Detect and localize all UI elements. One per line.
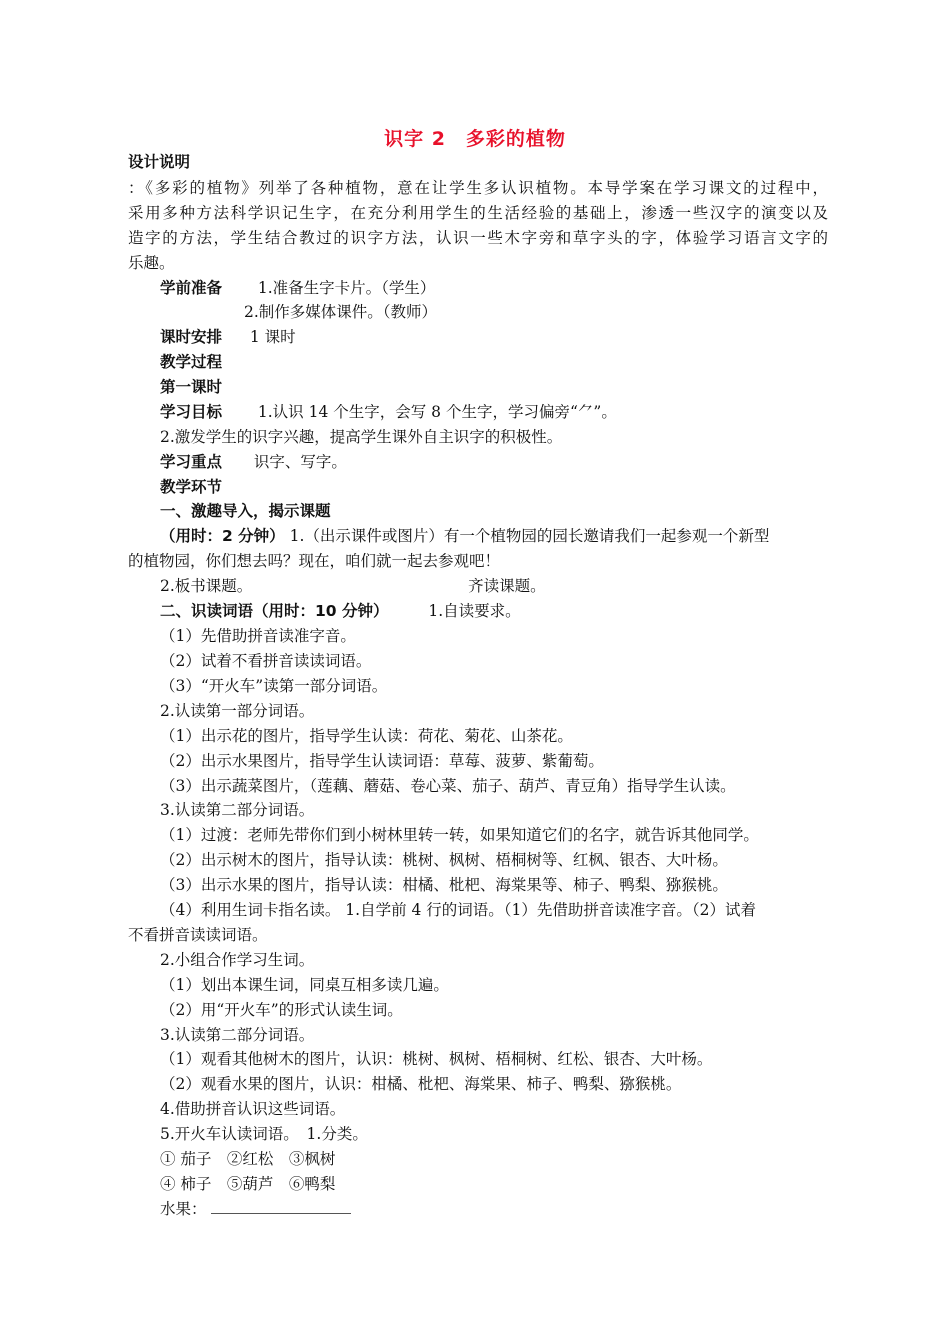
section1-row: [160, 576, 860, 596]
design-note-line: 采用多种方法科学识记生字，在充分利用学生的生活经验的基础上，渗透一些汉字的演变以及: [128, 204, 828, 222]
prep-label: 学前准备: [160, 279, 223, 297]
body-line: （1）先借助拼音读准字音。: [160, 627, 356, 645]
body-line: （3）出示蔬菜图片，（莲藕、蘑菇、卷心菜、茄子、葫芦、青豆角）指导学生认读。: [160, 777, 736, 795]
section1-text: 2.板书课题。: [160, 577, 253, 595]
section1-text: 1.（出示课件或图片）有一个植物园的园长邀请我们一起参观一个新型: [289, 527, 770, 545]
process-heading: 教学过程: [160, 353, 223, 371]
section1-text: 的植物园，你们想去吗？现在，咱们就一起去参观吧！: [128, 552, 501, 570]
body-line: 5.开火车认读词语。 1.分类。: [160, 1125, 368, 1143]
body-line: （2）出示树木的图片，指导认读：桃树、枫树、梧桐树等、红枫、银杏、大叶杨。: [160, 851, 728, 869]
body-line: 不看拼音读读词语。: [128, 926, 268, 944]
design-note-line: 乐趣。: [128, 254, 175, 272]
goals-item: 2.激发学生的识字兴趣，提高学生课外自主识字的积极性。: [160, 428, 563, 446]
lesson-heading: 第一课时: [160, 378, 223, 396]
fill-in-label: 水果：: [160, 1200, 207, 1218]
body-line: （2）出示水果图片，指导学生认读词语：草莓、菠萝、紫葡萄。: [160, 752, 604, 770]
goals-item: 1.认识 14 个生字，会写 8 个生字，学习偏旁“⺈”。: [257, 403, 617, 421]
schedule-row: [160, 327, 860, 347]
body-line: ④ 柿子 ⑤葫芦 ⑥鸭梨: [160, 1175, 336, 1193]
body-line: （4）利用生词卡指名读。 1.自学前 4 行的词语。（1）先借助拼音读准字音。（2）试着: [160, 901, 757, 919]
body-line: （1）出示花的图片，指导学生认读：荷花、菊花、山茶花。: [160, 727, 573, 745]
prep-row: [160, 278, 860, 298]
goals-row: [160, 402, 860, 422]
section2-text: 1.自读要求。: [428, 602, 521, 620]
body-line: 3.认读第二部分词语。: [160, 801, 315, 819]
body-line: （2）用“开火车”的形式认读生词。: [160, 1001, 403, 1019]
focus-row: [160, 452, 860, 472]
body-line: （3）出示水果的图片，指导认读：柑橘、枇杷、海棠果等、柿子、鸭梨、猕猴桃。: [160, 876, 728, 894]
steps-heading: 教学环节: [160, 478, 223, 496]
fill-in-row: [160, 1199, 860, 1219]
body-line: ① 茄子 ②红松 ③枫树: [160, 1150, 336, 1168]
section1-time: （用时：2 分钟）: [160, 527, 285, 545]
body-line: 4.借助拼音认识这些词语。: [160, 1100, 346, 1118]
design-note-heading: 设计说明: [128, 153, 191, 171]
section2-row: [160, 601, 860, 621]
section1-text: 齐读课题。: [468, 577, 546, 595]
body-line: （1）过渡：老师先带你们到小树林里转一转，如果知道它们的名字，就告诉其他同学。: [160, 826, 759, 844]
schedule-value: 1 课时: [249, 328, 296, 346]
prep-item: 1.准备生字卡片。（学生）: [257, 279, 436, 297]
schedule-label: 课时安排: [160, 328, 223, 346]
goals-label: 学习目标: [160, 403, 223, 421]
focus-value: 识字、写字。: [253, 453, 347, 471]
design-note-line: ：《多彩的植物》列举了各种植物，意在让学生多认识植物。本导学案在学习课文的过程中，: [128, 179, 828, 197]
section1-row: [160, 526, 828, 546]
body-line: （1）观看其他树木的图片，认识：桃树、枫树、梧桐树、红松、银杏、大叶杨。: [160, 1050, 713, 1068]
page-title: 识字 2 多彩的植物: [384, 128, 566, 150]
body-line: （2）观看水果的图片，认识：柑橘、枇杷、海棠果、柿子、鸭梨、猕猴桃。: [160, 1075, 682, 1093]
fill-in-blank: [211, 1199, 351, 1214]
design-note-line: 造字的方法，学生结合教过的识字方法，认识一些木字旁和草字头的字，体验学习语言文字的: [128, 229, 828, 247]
body-line: （1）划出本课生词，同桌互相多读几遍。: [160, 976, 449, 994]
section1-heading: 一、激趣导入，揭示课题: [160, 502, 331, 520]
body-line: （2）试着不看拼音读读词语。: [160, 652, 372, 670]
body-line: 2.小组合作学习生词。: [160, 951, 315, 969]
section2-heading: 二、识读词语（用时：10 分钟）: [160, 602, 389, 620]
body-line: 2.认读第一部分词语。: [160, 702, 315, 720]
body-line: 3.认读第二部分词语。: [160, 1026, 315, 1044]
body-line: （3）“开火车”读第一部分词语。: [160, 677, 388, 695]
prep-item: 2.制作多媒体课件。（教师）: [244, 303, 438, 321]
focus-label: 学习重点: [160, 453, 223, 471]
